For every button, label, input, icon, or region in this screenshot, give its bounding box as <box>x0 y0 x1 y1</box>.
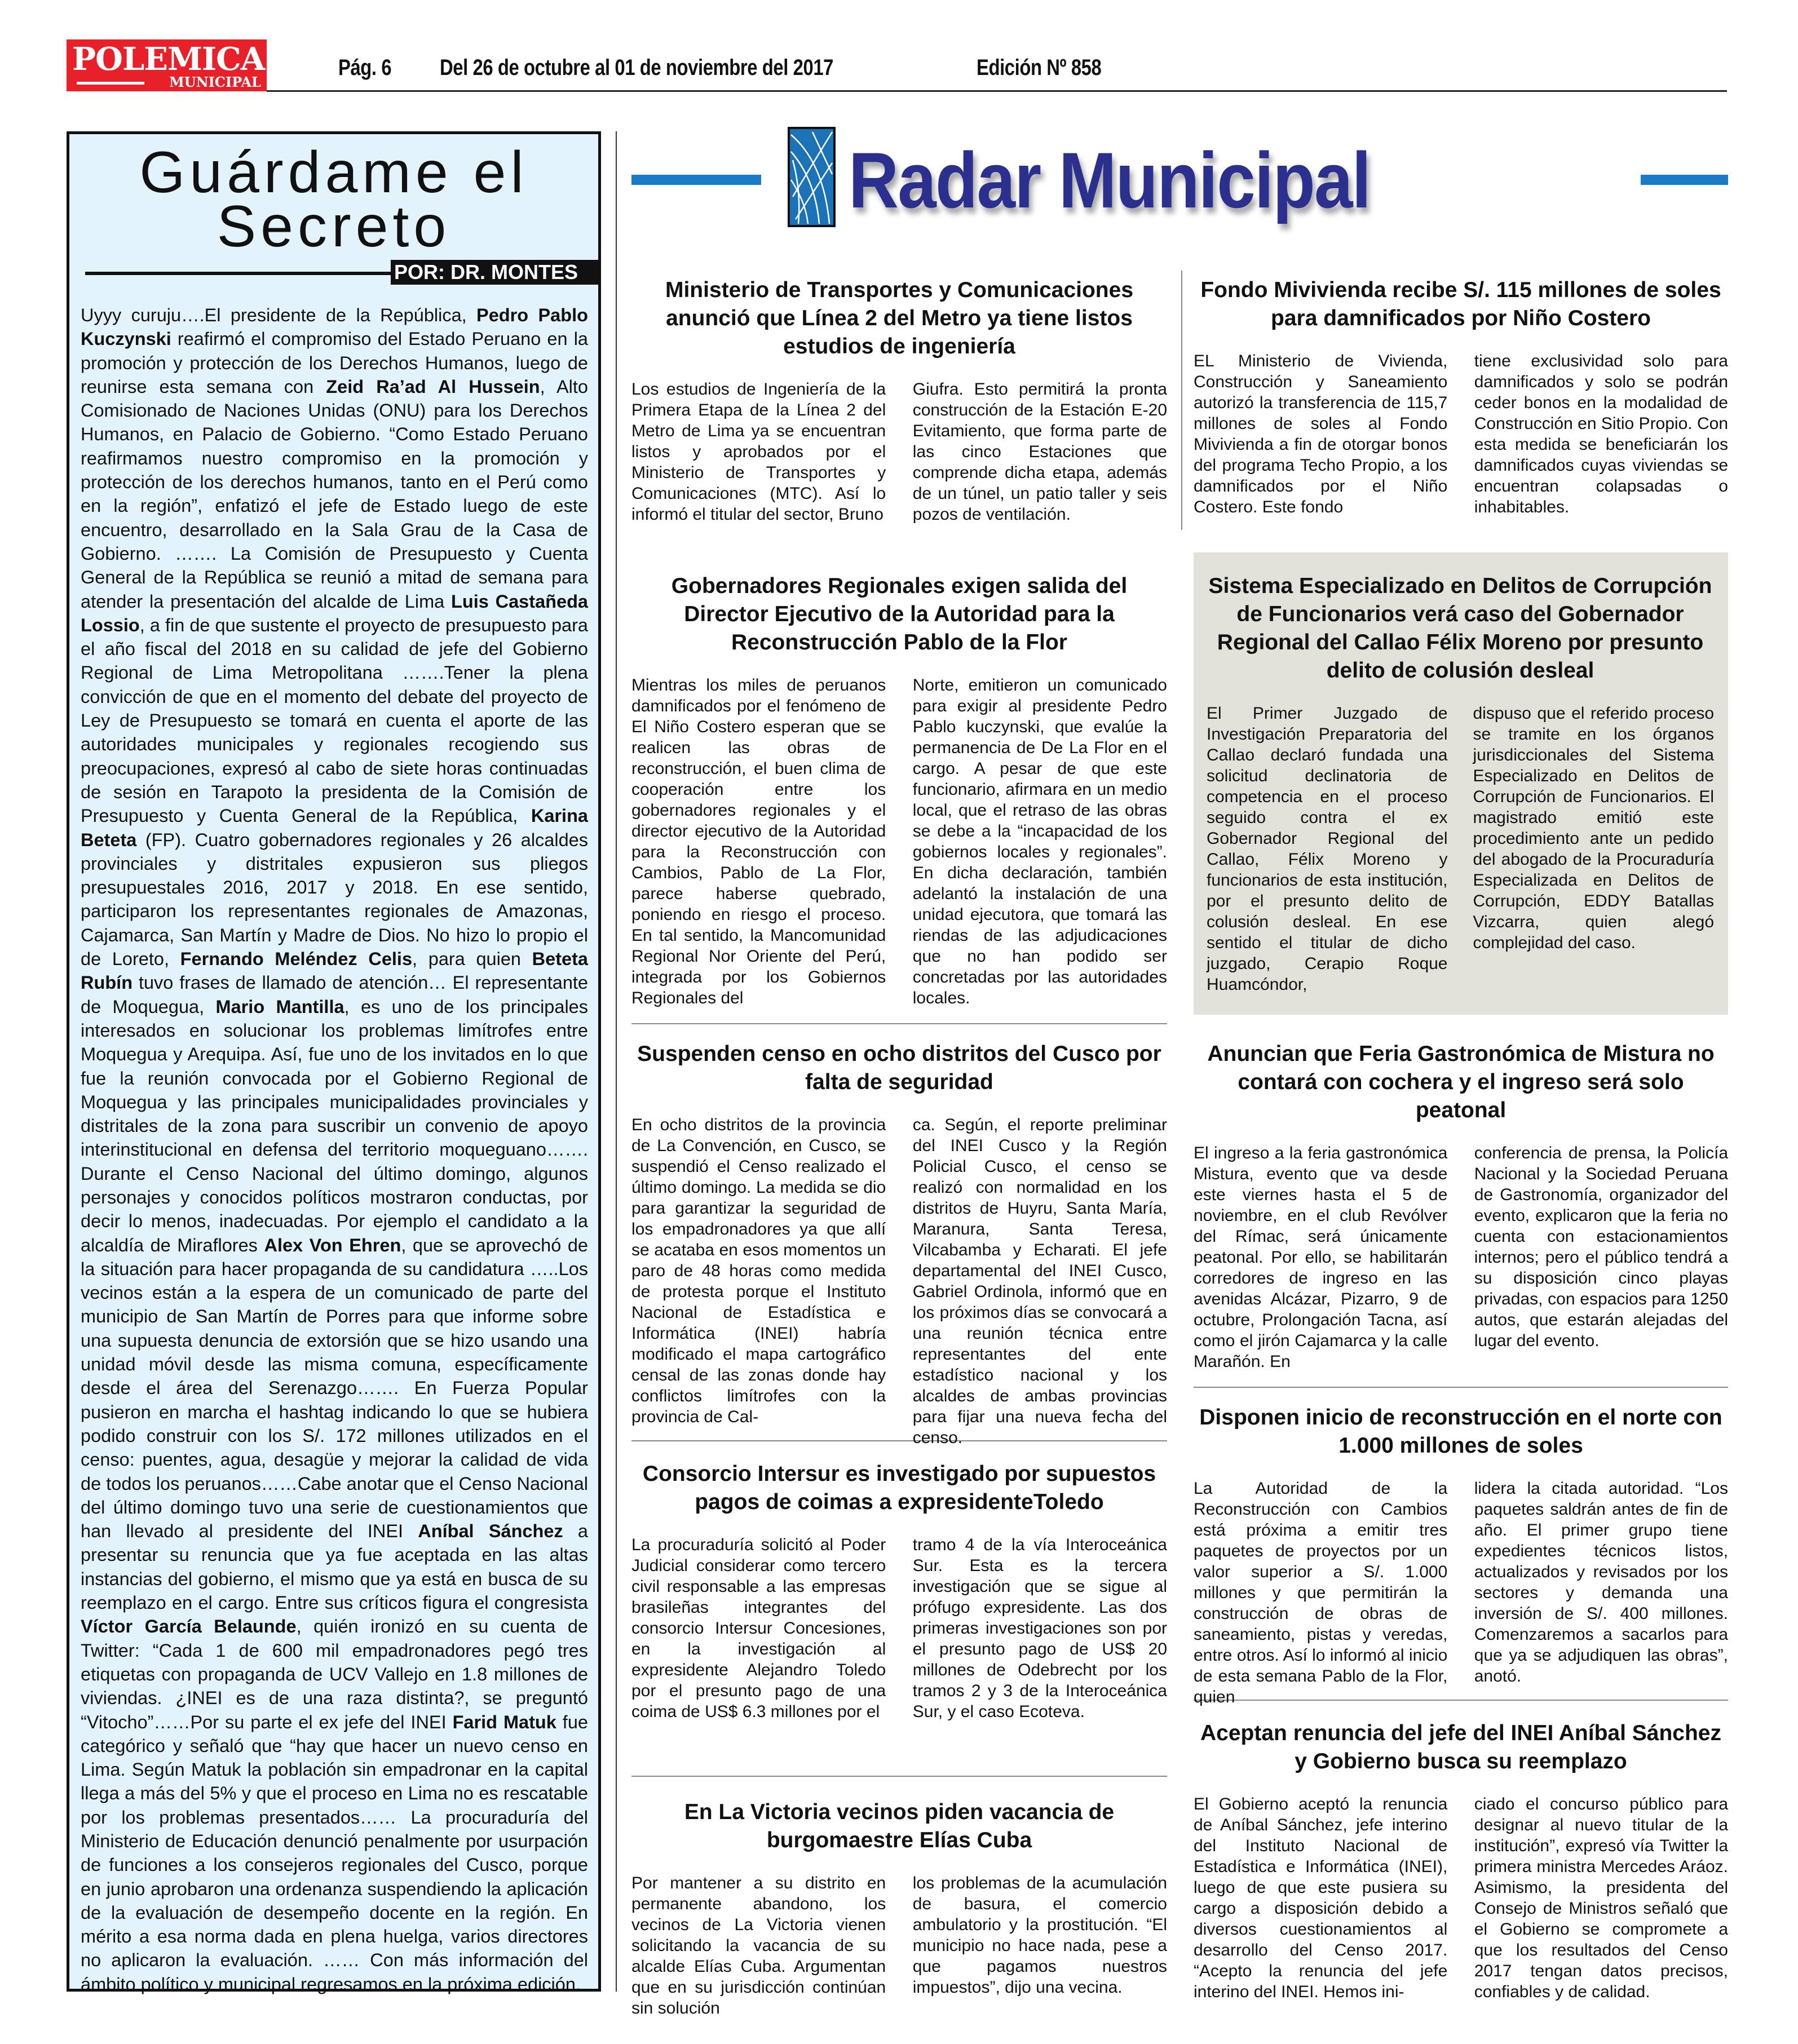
headline: Aceptan renuncia del jefe del INEI Aníbal Sánchez y Gobierno busca su reemplazo <box>1200 1721 1721 1773</box>
divider <box>631 1023 1167 1024</box>
bold-name: Aníbal Sánchez <box>418 1521 563 1542</box>
article-reconstruccion <box>1194 1404 1728 1707</box>
column-text: fue categórico y señaló que “hay que hacer un nuevo censo en Lima. Según Matuk la población sin empadronar en la capital llega a más del 5% y que el proceso en Lima no es rescatable por los problemas presentados…… La procuraduría del Ministerio de Educación denunció penalmente por usurpación de funciones a los consejeros regionales del Cusco, porque en junio aprobaron una ordenanza suspendiendo la aplicación de la evaluación de desempeño docente en la región. En mérito a esa norma dada en plena huelga, varios directores no aplicaron la evaluación. …… Con más información del ámbito político y municipal regresamos en la próxima edición. <box>81 1711 588 1994</box>
body-col-2: ca. Según, el reporte preliminar del INEI Cusco y la Región Policial Cusco, el censo se realizó con normalidad en los distritos de Huyru, Santa María, Maranura, Santa Teresa, Vilcabamba y Echarati. El jefe departamental del INEI Cusco, Gabriel Ordinola, informó que en los próximos días se convocará a una reunión técnica entre representantes del ente estadístico nacional y los alcaldes de ambas provincias para fijar una nueva fecha del censo. <box>912 1116 1167 1447</box>
newspaper-logo <box>67 39 267 91</box>
column-text: tuvo frases de llamado de atención… El representante de Moquegua, <box>81 972 588 1017</box>
bold-name: Zeid Ra’ad Al Hussein <box>326 376 540 397</box>
headline: Gobernadores Regionales exigen salida del Director Ejecutivo de la Autoridad para la Reconstrucción Pablo de la Flor <box>671 574 1128 654</box>
body-col-2: conferencia de prensa, la Policía Nacional y la Sociedad Peruana de Gastronomía, organizador del evento, explicaron que la feria no cuenta con estacionamientos internos; pero el público tendrá a su disposición cinco playas privadas, con espacios para 1250 autos, que estarán alejadas del lugar del evento. <box>1474 1144 1728 1350</box>
article-intersur <box>631 1460 1167 1722</box>
bold-name: Alex Von Ehren <box>264 1235 401 1255</box>
column-byline: POR: DR. MONTES <box>391 260 599 285</box>
column-title: Guárdame el Secreto <box>139 140 528 259</box>
headline: En La Victoria vecinos piden vacancia de burgomaestre Elías Cuba <box>684 1800 1115 1852</box>
column-separator <box>616 131 617 1992</box>
section-rule-left <box>631 175 761 185</box>
body-col-1: El Gobierno aceptó la renuncia de Aníbal Sánchez, jefe interino del Instituto Nacional de Estadística e Informática (INEI), luego de que este pusiera su cargo a disposición debido a diversos cuestionamientos al desarrollo del Censo 2017. “Acepto la renuncia del jefe interino del INEI. Hemos ini- <box>1194 1795 1448 2001</box>
body-col-2: Norte, emitieron un comunicado para exigir al presidente Pedro Pablo kuczynski, que evalúe la permanencia de De La Flor en el cargo. A pesar de que este funcionario, afirmara en un medio local, que el retraso de las obras se debe a la “incapacidad de los gobiernos locales y regionales”. En dicha declaración, también adelantó la instalación de una unidad ejecutora, que tomará las riendas de las adjudicaciones que no han podido ser concretadas por las autoridades locales. <box>912 676 1167 1007</box>
column-body <box>81 303 588 1996</box>
article-censo <box>631 1040 1167 1448</box>
body-col-2: dispuso que el referido proceso se tramite en los órganos jurisdiccionales del Sistema Especializado en Delitos de Corrupción de Funcionarios. El magistrado emitió este procedimiento ante un pedido del abogado de la Procuraduría Especializada en Delitos de Corrupción, EDDY Batallas Vizcarra, quien alegó complejidad del caso. <box>1473 704 1714 952</box>
body-col-1: El ingreso a la feria gastronómica Mistura, evento que va desde este viernes hasta el 5 de noviembre, en el club Revólver del Rímac, será únicamente peatonal. Por ello, se habilitarán corredores de ingreso en las avenidas Alcázar, Pizarro, 9 de octubre, Prolongación Tacna, así como el jirón Cajamarca y la calle Marañón. En <box>1194 1144 1448 1371</box>
header-rule <box>267 90 1727 92</box>
divider <box>1194 1387 1728 1388</box>
body-col-2: lidera la citada autoridad. “Los paquetes saldrán antes de fin de año. El primer grupo tiene expedientes técnicos listos, actualizados y revisados por los sectores y demanda una inversión de S/. 400 millones. Comenzaremos a sacarlos para que ya se adjudiquen las obras”, anotó. <box>1474 1479 1728 1685</box>
logo-subtitle: MUNICIPAL <box>169 74 261 90</box>
radar-icon <box>788 127 836 227</box>
headline: Anuncian que Feria Gastronómica de Mistura no contará con cochera y el ingreso será solo peatonal <box>1207 1042 1715 1122</box>
column-text: , es uno de los principales interesados en solucionar los problemas limítrofes entre Moquegua y Arequipa. Así, fue uno de los invitados en lo que fue la reunión convocada por el Gobierno Regional de Moquegua y las principales municipalidades provinciales y distritales de la zona para suscribir un convenio de apoyo interinstitucional en defensa del territorio moqueguano……. Durante el Censo Nacional del último domingo, algunos personajes y conocidos políticos mostraron conductas, por decir lo menos, inadecuadas. Por ejemplo el candidato a la alcaldía de Miraflores <box>81 996 588 1255</box>
body-col-1: El Primer Juzgado de Investigación Preparatoria del Callao declaró fundada una solicitud declinatoria de competencia en el proceso seguido contra el ex Gobernador Regional del Callao, Félix Moreno y funcionarios de esta institución, por el presunto delito de colusión desleal. En ese sentido el titular de dicho juzgado, Cerapio Roque Huamcóndor, <box>1207 704 1448 994</box>
headline: Disponen inicio de reconstrucción en el norte con 1.000 millones de soles <box>1199 1405 1722 1458</box>
body-col-2: tramo 4 de la vía Interoceánica Sur. Esta es la tercera investigación que se sigue al prófugo expresidente. Las dos primeras investigaciones son por el presunto pago de US$ 20 millones de Odebrecht por los tramos 2 y 3 de la Interoceánica Sur, y el caso Ecoteva. <box>912 1536 1167 1721</box>
column-text: Uyyy curuju….El presidente de la República, <box>81 305 477 325</box>
page-number: Pág. 6 <box>338 55 392 80</box>
body-col-1: En ocho distritos de la provincia de La Convención, en Cusco, se suspendió el Censo realizado el último domingo. La medida se dio para garantizar la seguridad de los empadronadores ya que allí se acataba en esos momentos un paro de 48 horas como medida de protesta porque el Instituto Nacional de Estadística e Informática (INEI) habría modificado el mapa cartográfico censal de las zonas donde hay conflictos limítrofes con la provincia de Cal- <box>631 1116 886 1426</box>
article-victoria <box>631 1798 1167 2019</box>
column-text: (FP). Cuatro gobernadores regionales y 26 alcaldes provinciales y distritales expusieron sus pliegos presupuestales 2016, 2017 y 2018. En ese sentido, participaron los representantes regionales de Amazonas, Cajamarca, San Martín y Madre de Dios. No hizo lo propio el de Loreto, <box>81 829 588 970</box>
article-sistema <box>1207 572 1714 995</box>
bold-name: Mario Mantilla <box>215 996 344 1017</box>
headline: Ministerio de Transportes y Comunicaciones anunció que Línea 2 del Metro ya tiene listos estudios de ingeniería <box>665 278 1134 359</box>
byline-rule <box>85 272 401 275</box>
bold-name: Luis Castañeda Lossio <box>81 591 588 635</box>
radar-grid-icon <box>790 129 833 225</box>
column-text: , Alto Comisionado de Naciones Unidas (ONU) para los Derechos Humanos, en Palacio de Gobierno. “Como Estado Peruano reafirmamos nuestro compromiso en la promoción y protección de los derechos humanos, tanto en el Perú como en la región”, enfatizó el jefe de Estado luego de este encuentro, desarrollado en la Sala Grau de la Casa de Gobierno. ……. La Comisión de Presupuesto y Cuenta General de la República se reunió a mitad de semana para atender la presentación del alcalde de Lima <box>81 376 588 612</box>
article-mivivienda <box>1194 276 1728 517</box>
gossip-column <box>67 131 601 1992</box>
issue-dates: Del 26 de octubre al 01 de noviembre del 2017 <box>440 55 833 80</box>
bold-name: Karina Beteta <box>81 806 588 850</box>
article-inei <box>1194 1719 1728 2002</box>
headline: Suspenden censo en ocho distritos del Cusco por falta de seguridad <box>637 1042 1161 1094</box>
divider <box>1181 271 1182 530</box>
headline: Sistema Especializado en Delitos de Corrupción de Funcionarios verá caso del Gobernador Regional del Callao Félix Moreno por presunto delito de colusión desleal <box>1208 574 1712 683</box>
bold-name: Beteta Rubín <box>81 949 588 993</box>
section-rule-right <box>1641 175 1728 185</box>
bold-name: Pedro Pablo Kuczynski <box>81 305 588 349</box>
body-col-1: La procuraduría solicitó al Poder Judicial considerar como tercero civil responsable a las empresas brasileñas integrantes del consorcio Intersur Concesiones, en la investigación al expresidente Alejandro Toledo por el presunto pago de una coima de US$ 6.3 millones por el <box>631 1536 886 1721</box>
column-text: , a fin de que sustente el proyecto de presupuesto para el año fiscal del 2018 en su calidad de jefe del Gobierno Regional de Lima Metropolitana …….Tener la plena convicción de que en el momento del debate del proyecto de Ley de Presupuesto se tomará en cuenta el aporte de las autoridades municipales y regionales recogiendo sus preocupaciones, expresó al cabo de siete horas continuadas de sesión en Tarapoto la presidenta de la Comisión de Presupuesto y Cuenta General de la República, <box>81 614 588 826</box>
body-col-1: La Autoridad de la Reconstrucción con Cambios está próxima a emitir tres paquetes de proyectos por un valor superior a S/. 1.000 millones y que permitirán la construcción de obras de saneamiento, pistas y veredas, entre otros. Así lo informó al inicio de esta semana Pablo de la Flor, quien <box>1194 1479 1448 1706</box>
body-col-1: Por mantener a su distrito en permanente abandono, los vecinos de La Victoria vienen solicitando la vacancia de su alcalde Elías Cuba. Argumentan que en su jurisdicción continúan sin solución <box>631 1874 886 2018</box>
bold-name: Fernando Meléndez Celis <box>180 949 413 970</box>
column-text: , que se aprovechó de la situación para hacer propaganda de su candidatura …..Los vecinos están a la espera de un comunicado de parte del municipio de San Martín de Porres para que informe sobre una supuesta denuncia de extorsión que se hizo usando una unidad móvil desde las misma comuna, específicamente desde el área del Serenazgo……. En Fuerza Popular pusieron en marcha el hashtag indicando lo que se hubiera podido construir con los S/. 172 millones utilizados en el censo: puentes, agua, desagüe y mejorar la calidad de vida de todos los peruanos……Cabe anotar que el Censo Nacional del último domingo tuvo una serie de cuestionamientos que han llevado al presidente del INEI <box>81 1235 588 1542</box>
column-text: a presentar su renuncia que ya fue aceptada en las altas instancias del gobierno, el mismo que ya está en busca de su reemplazo en el cargo. Entre sus críticos figura el congresista <box>81 1521 588 1613</box>
bold-name: Víctor García Belaunde <box>81 1616 297 1637</box>
headline: Consorcio Intersur es investigado por supuestos pagos de coimas a expresidenteToledo <box>642 1462 1156 1514</box>
bold-name: Farid Matuk <box>452 1711 556 1732</box>
section-title: Radar Municipal <box>849 136 1371 224</box>
column-text: , para quien <box>412 949 532 970</box>
body-col-2: Giufra. Esto permitirá la pronta construcción de la Estación E-20 Evitamiento, que forma parte de las cinco Estaciones que comprende dicha etapa, además de un túnel, un patio taller y seis pozos de ventilación. <box>912 380 1167 524</box>
body-col-2: ciado el concurso público para designar al nuevo titular de la institución”, expresó vía Twitter la primera ministra Mercedes Aráoz. Asimismo, la presidenta del Consejo de Ministros señaló que el Gobierno se compromete a que los resultados del Censo 2017 tengan datos precisos, confiables y de calidad. <box>1474 1795 1728 2001</box>
body-col-2: tiene exclusividad solo para damnificados y solo se podrán ceder bonos en la modalidad de Construcción en Sitio Propio. Con esta medida se beneficiarán los damnificados cuyas viviendas se encuentran colapsadas o inhabitables. <box>1474 352 1728 516</box>
logo-title: POLEMICA <box>72 41 265 78</box>
article-gobernadores <box>631 572 1167 1008</box>
headline: Fondo Mivivienda recibe S/. 115 millones de soles para damnificados por Niño Costero <box>1200 278 1721 330</box>
body-col-2: los problemas de la acumulación de basura, el comercio ambulatorio y la prostitución. “El municipio no hace nada, pese a que pagamos nuestros impuestos”, dijo una vecina. <box>912 1874 1167 1997</box>
column-text: reafirmó el compromiso del Estado Peruano en la promoción y protección de los Derechos Humanos, luego de reunirse esta semana con <box>81 329 588 397</box>
article-metro <box>631 276 1167 525</box>
divider <box>631 1776 1167 1777</box>
logo-bar <box>77 82 144 85</box>
column-text: , quién ironizó en su cuenta de Twitter: “Cada 1 de 600 mil empadronadores pegó tres etiquetas con propaganda de UCV Vallejo en 1.8 millones de viviendas. ¿INEI es de una raza distinta?, se preguntó “Vitocho”……Por su parte el ex jefe del INEI <box>81 1616 588 1732</box>
article-mistura <box>1194 1040 1728 1372</box>
body-col-1: Los estudios de Ingeniería de la Primera Etapa de la Línea 2 del Metro de Lima ya se encuentran listos y aprobados por el Ministerio de Transportes y Comunicaciones (MTC). Así lo informó el titular del sector, Bruno <box>631 380 886 524</box>
body-col-1: Mientras los miles de peruanos damnificados por el fenómeno de El Niño Costero esperan que se realicen las obras de reconstrucción, el buen clima de cooperación entre los gobernadores regionales y el director ejecutivo de la Autoridad para la Reconstrucción con Cambios, Pablo de La Flor, parece haberse quebrado, poniendo en riesgo el proceso. En tal sentido, la Mancomunidad Regional Nor Oriente del Perú, integrada por los Gobiernos Regionales del <box>631 676 886 1007</box>
edition-number: Edición Nº 858 <box>977 55 1102 80</box>
body-col-1: EL Ministerio de Vivienda, Construcción y Saneamiento autorizó la transferencia de 115,7 millones de soles al Fondo Mivivienda a fin de otorgar bonos del programa Techo Propio, a los damnificados por el Niño Costero. Este fondo <box>1194 352 1448 516</box>
